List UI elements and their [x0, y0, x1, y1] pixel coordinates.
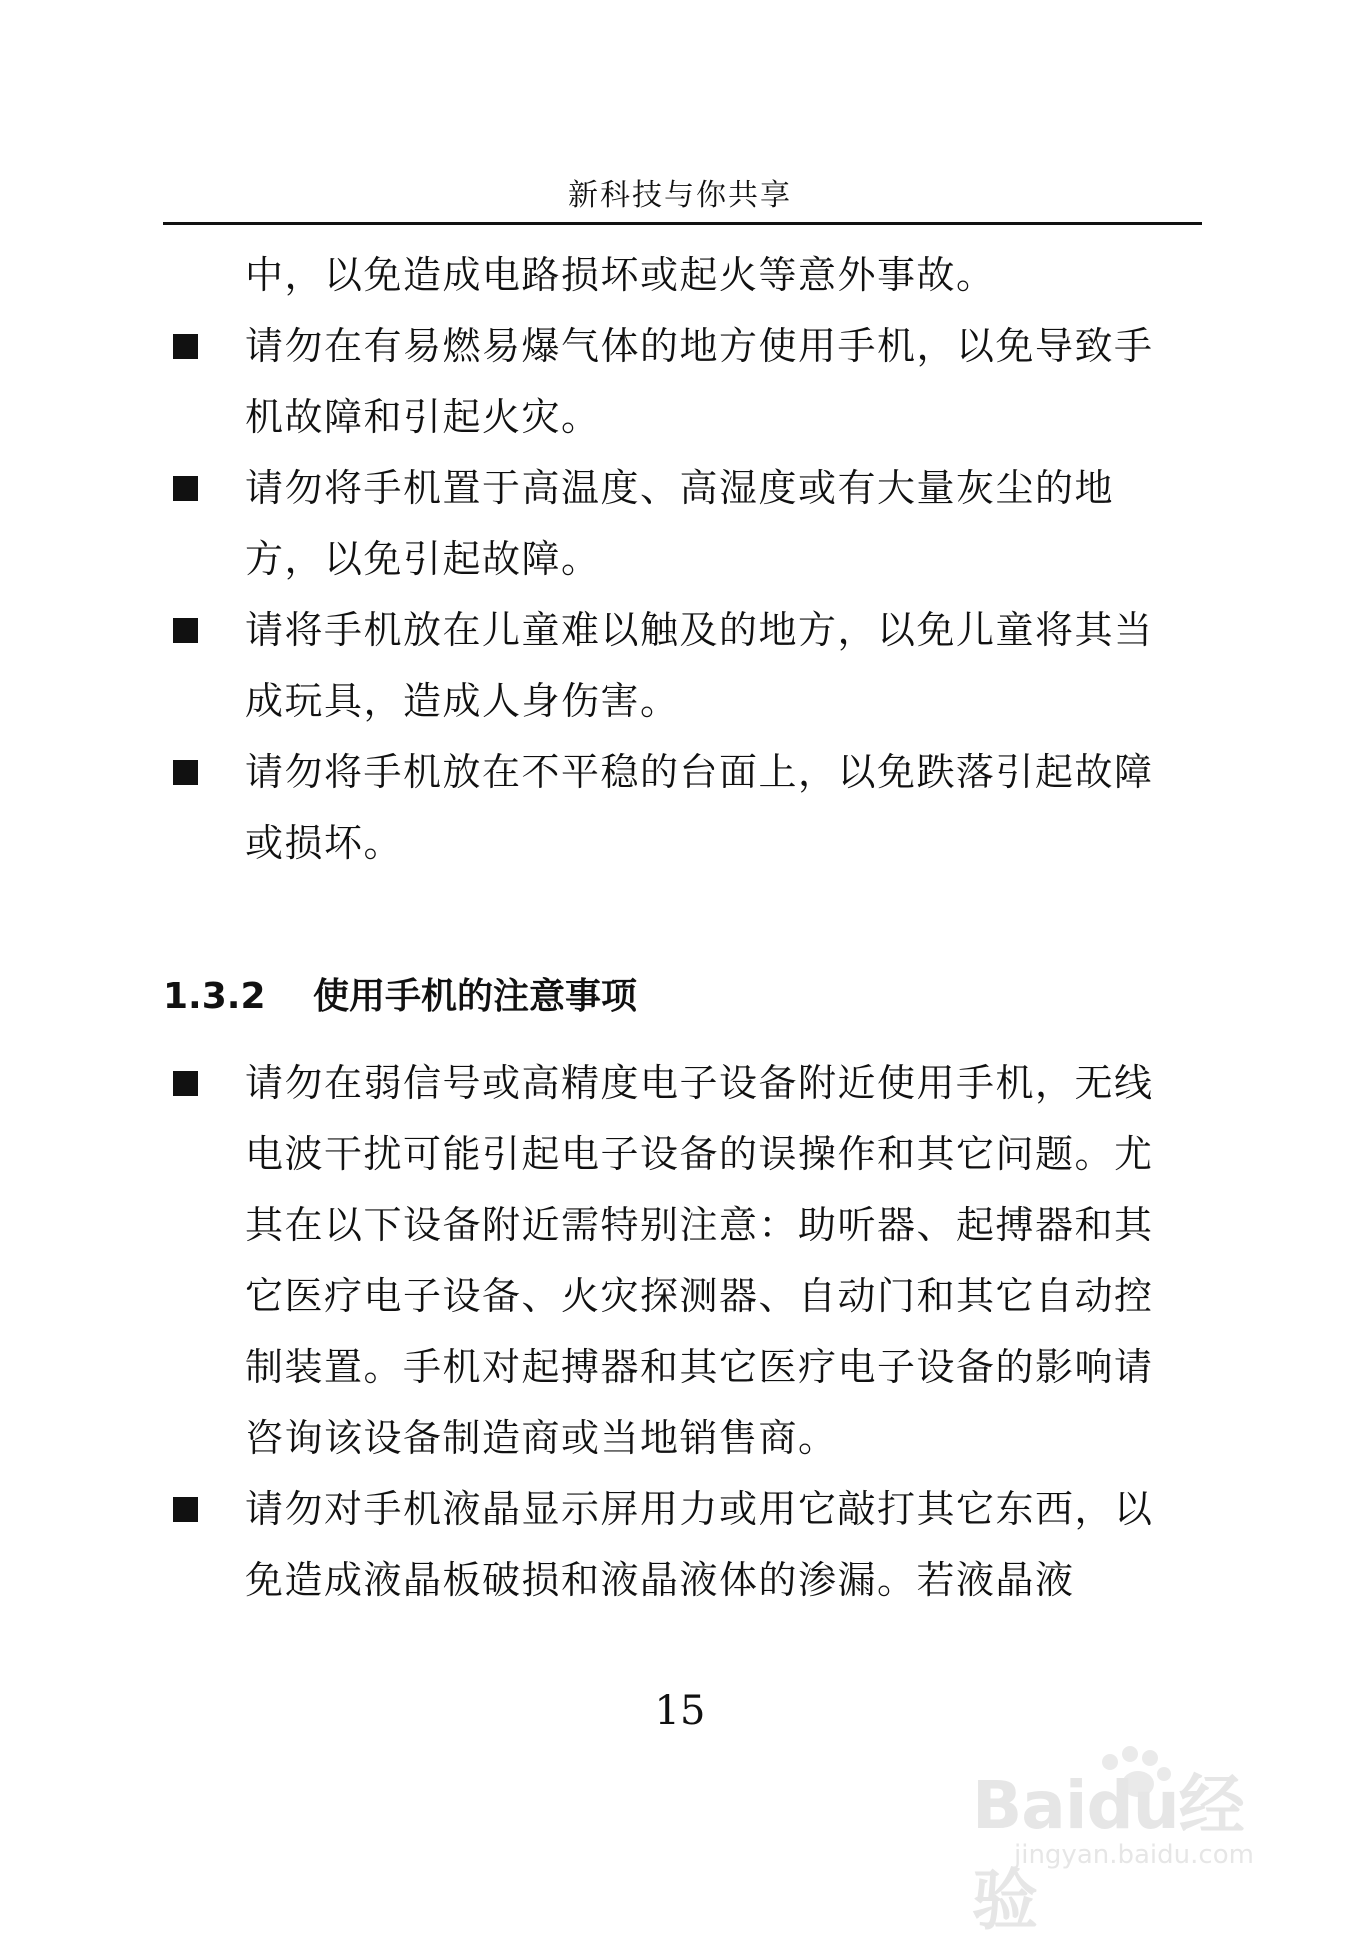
- watermark-url: jingyan.baidu.com: [1014, 1840, 1254, 1870]
- bullet-square-icon: [173, 334, 198, 359]
- list-item-text: 请勿在有易燃易爆气体的地方使用手机，以免导致手机故障和引起火灾。: [245, 324, 1154, 439]
- section-title: 使用手机的注意事项: [313, 976, 638, 1017]
- bullet-square-icon: [173, 1071, 198, 1096]
- list-item-text: 请勿在弱信号或高精度电子设备附近使用手机，无线电波干扰可能引起电子设备的误操作和其它问题。尤其在以下设备附近需特别注意：助听器、起搏器和其它医疗电子设备、火灾探测器、自动门和其它自动控制装置。手机对起搏器和其它医疗电子设备的影响请咨询该设备制造商或当地销售商。: [245, 1061, 1154, 1460]
- bullet-square-icon: [173, 760, 198, 785]
- watermark-brand: Baidu经验: [972, 1767, 1244, 1939]
- bullet-square-icon: [173, 618, 198, 643]
- section-number: 1.3.2: [163, 976, 266, 1017]
- list-item-text: 请勿对手机液晶显示屏用力或用它敲打其它东西，以免造成液晶板破损和液晶液体的渗漏。若液晶液: [245, 1487, 1154, 1602]
- continuation-paragraph: 中，以免造成电路损坏或起火等意外事故。: [245, 253, 996, 297]
- list-item-text: 请将手机放在儿童难以触及的地方，以免儿童将其当成玩具，造成人身伤害。: [245, 608, 1154, 723]
- header-rule: [163, 222, 1202, 225]
- running-header: 新科技与你共享: [568, 178, 792, 213]
- page-number: 15: [654, 1688, 706, 1734]
- baidu-watermark: [972, 1740, 1302, 1939]
- bullet-square-icon: [173, 476, 198, 501]
- list-item-text: 请勿将手机放在不平稳的台面上，以免跌落引起故障或损坏。: [245, 750, 1154, 865]
- list-item-text: 请勿将手机置于高温度、高湿度或有大量灰尘的地方，以免引起故障。: [245, 466, 1115, 581]
- bullet-square-icon: [173, 1497, 198, 1522]
- section-heading: [163, 968, 637, 1019]
